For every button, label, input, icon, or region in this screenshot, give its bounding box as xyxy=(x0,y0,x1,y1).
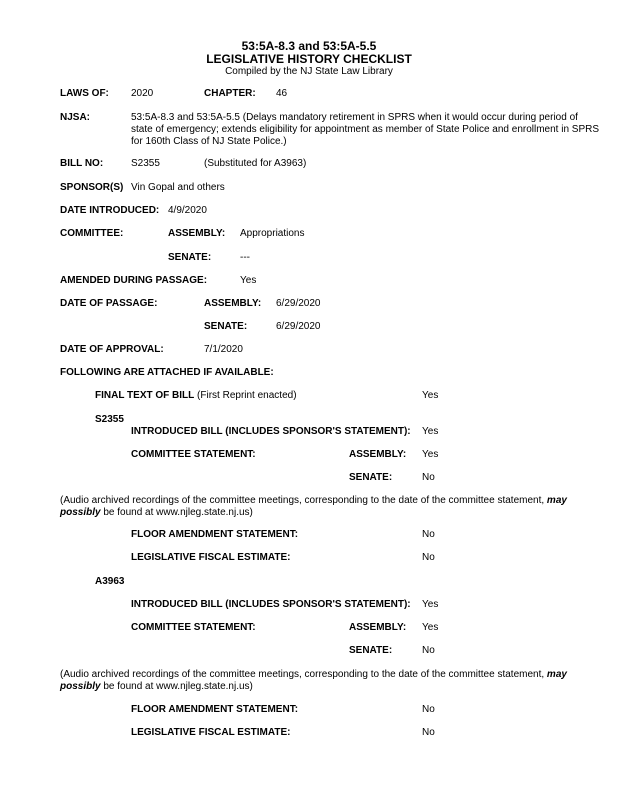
s2355-audio-text-end: be found at www.njleg.state.nj.us) xyxy=(100,507,253,518)
date-of-passage-label: DATE OF PASSAGE: xyxy=(60,298,158,309)
s2355-senate-value: No xyxy=(422,472,435,483)
s2355-audio-emphasis: may possibly xyxy=(60,495,567,518)
s2355-introduced-label: INTRODUCED BILL (INCLUDES SPONSOR'S STATEMENT): xyxy=(131,426,411,437)
chapter-value: 46 xyxy=(276,88,288,99)
committee-assembly-value: Appropriations xyxy=(240,228,305,239)
s2355-fiscal-value: No xyxy=(422,552,435,563)
sponsor-value: Vin Gopal and others xyxy=(131,182,225,193)
sponsor-label: SPONSOR(S) xyxy=(60,182,124,193)
a3963-audio-text: (Audio archived recordings of the committee meetings, corresponding to the date of the committee statement, xyxy=(60,669,547,680)
passage-assembly-label: ASSEMBLY: xyxy=(204,298,262,309)
s2355-floor-label: FLOOR AMENDMENT STATEMENT: xyxy=(131,529,299,540)
s2355-fiscal-label: LEGISLATIVE FISCAL ESTIMATE: xyxy=(131,552,291,563)
date-of-approval-label: DATE OF APPROVAL: xyxy=(60,344,164,355)
bill-substitution-note: (Substituted for A3963) xyxy=(204,158,307,169)
amended-value: Yes xyxy=(240,275,257,286)
a3963-audio-note xyxy=(60,669,605,693)
passage-assembly-value: 6/29/2020 xyxy=(276,298,321,309)
s2355-floor-value: No xyxy=(422,529,435,540)
a3963-committee-label: COMMITTEE STATEMENT: xyxy=(131,622,256,633)
document-heading: LEGISLATIVE HISTORY CHECKLIST xyxy=(206,52,412,66)
final-text-value: Yes xyxy=(422,390,439,401)
bill-no-label: BILL NO: xyxy=(60,158,104,169)
committee-assembly-label: ASSEMBLY: xyxy=(168,228,226,239)
s2355-audio-note xyxy=(60,495,605,519)
s2355-senate-label: SENATE: xyxy=(349,472,393,483)
document-title: 53:5A-8.3 and 53:5A-5.5 xyxy=(241,39,377,53)
s2355-introduced-value: Yes xyxy=(422,426,439,437)
a3963-senate-label: SENATE: xyxy=(349,645,393,656)
a3963-assembly-value: Yes xyxy=(422,622,439,633)
laws-of-value: 2020 xyxy=(131,88,154,99)
a3963-senate-value: No xyxy=(422,645,435,656)
date-introduced-value: 4/9/2020 xyxy=(168,205,207,216)
a3963-introduced-label: INTRODUCED BILL (INCLUDES SPONSOR'S STATEMENT): xyxy=(131,599,411,610)
a3963-introduced-value: Yes xyxy=(422,599,439,610)
a3963-audio-text-end: be found at www.njleg.state.nj.us) xyxy=(100,681,253,692)
date-of-approval-value: 7/1/2020 xyxy=(204,344,243,355)
a3963-audio-emphasis: may possibly xyxy=(60,669,567,692)
final-text-note: (First Reprint enacted) xyxy=(197,390,297,401)
a3963-fiscal-label: LEGISLATIVE FISCAL ESTIMATE: xyxy=(131,727,291,738)
s2355-committee-label: COMMITTEE STATEMENT: xyxy=(131,449,256,460)
attachments-heading: FOLLOWING ARE ATTACHED IF AVAILABLE: xyxy=(60,367,274,378)
njsa-description: 53:5A-8.3 and 53:5A-5.5 (Delays mandatory retirement in SPRS when it would occur during period of state of emergency; extends eligibility for appointment as member of State Police and enrollment in SPRS for 160th Class of NJ State Police.) xyxy=(131,112,600,147)
amended-label: AMENDED DURING PASSAGE: xyxy=(60,275,208,286)
committee-label: COMMITTEE: xyxy=(60,228,124,239)
passage-senate-label: SENATE: xyxy=(204,321,248,332)
s2355-assembly-label: ASSEMBLY: xyxy=(349,449,407,460)
laws-of-label: LAWS OF: xyxy=(60,88,109,99)
date-introduced-label: DATE INTRODUCED: xyxy=(60,205,160,216)
committee-senate-value: --- xyxy=(240,252,250,263)
s2355-assembly-value: Yes xyxy=(422,449,439,460)
bill-no-value: S2355 xyxy=(131,158,160,169)
s2355-audio-text: (Audio archived recordings of the committee meetings, corresponding to the date of the committee statement, xyxy=(60,495,547,506)
a3963-heading: A3963 xyxy=(95,576,125,587)
a3963-floor-value: No xyxy=(422,704,435,715)
a3963-floor-label: FLOOR AMENDMENT STATEMENT: xyxy=(131,704,299,715)
a3963-assembly-label: ASSEMBLY: xyxy=(349,622,407,633)
final-text-label: FINAL TEXT OF BILL xyxy=(95,390,195,401)
final-text-row xyxy=(95,390,297,402)
passage-senate-value: 6/29/2020 xyxy=(276,321,321,332)
chapter-label: CHAPTER: xyxy=(204,88,256,99)
document-subtitle: Compiled by the NJ State Law Library xyxy=(225,66,393,77)
s2355-heading: S2355 xyxy=(95,414,124,425)
committee-senate-label: SENATE: xyxy=(168,252,212,263)
njsa-label: NJSA: xyxy=(60,112,91,123)
a3963-fiscal-value: No xyxy=(422,727,435,738)
